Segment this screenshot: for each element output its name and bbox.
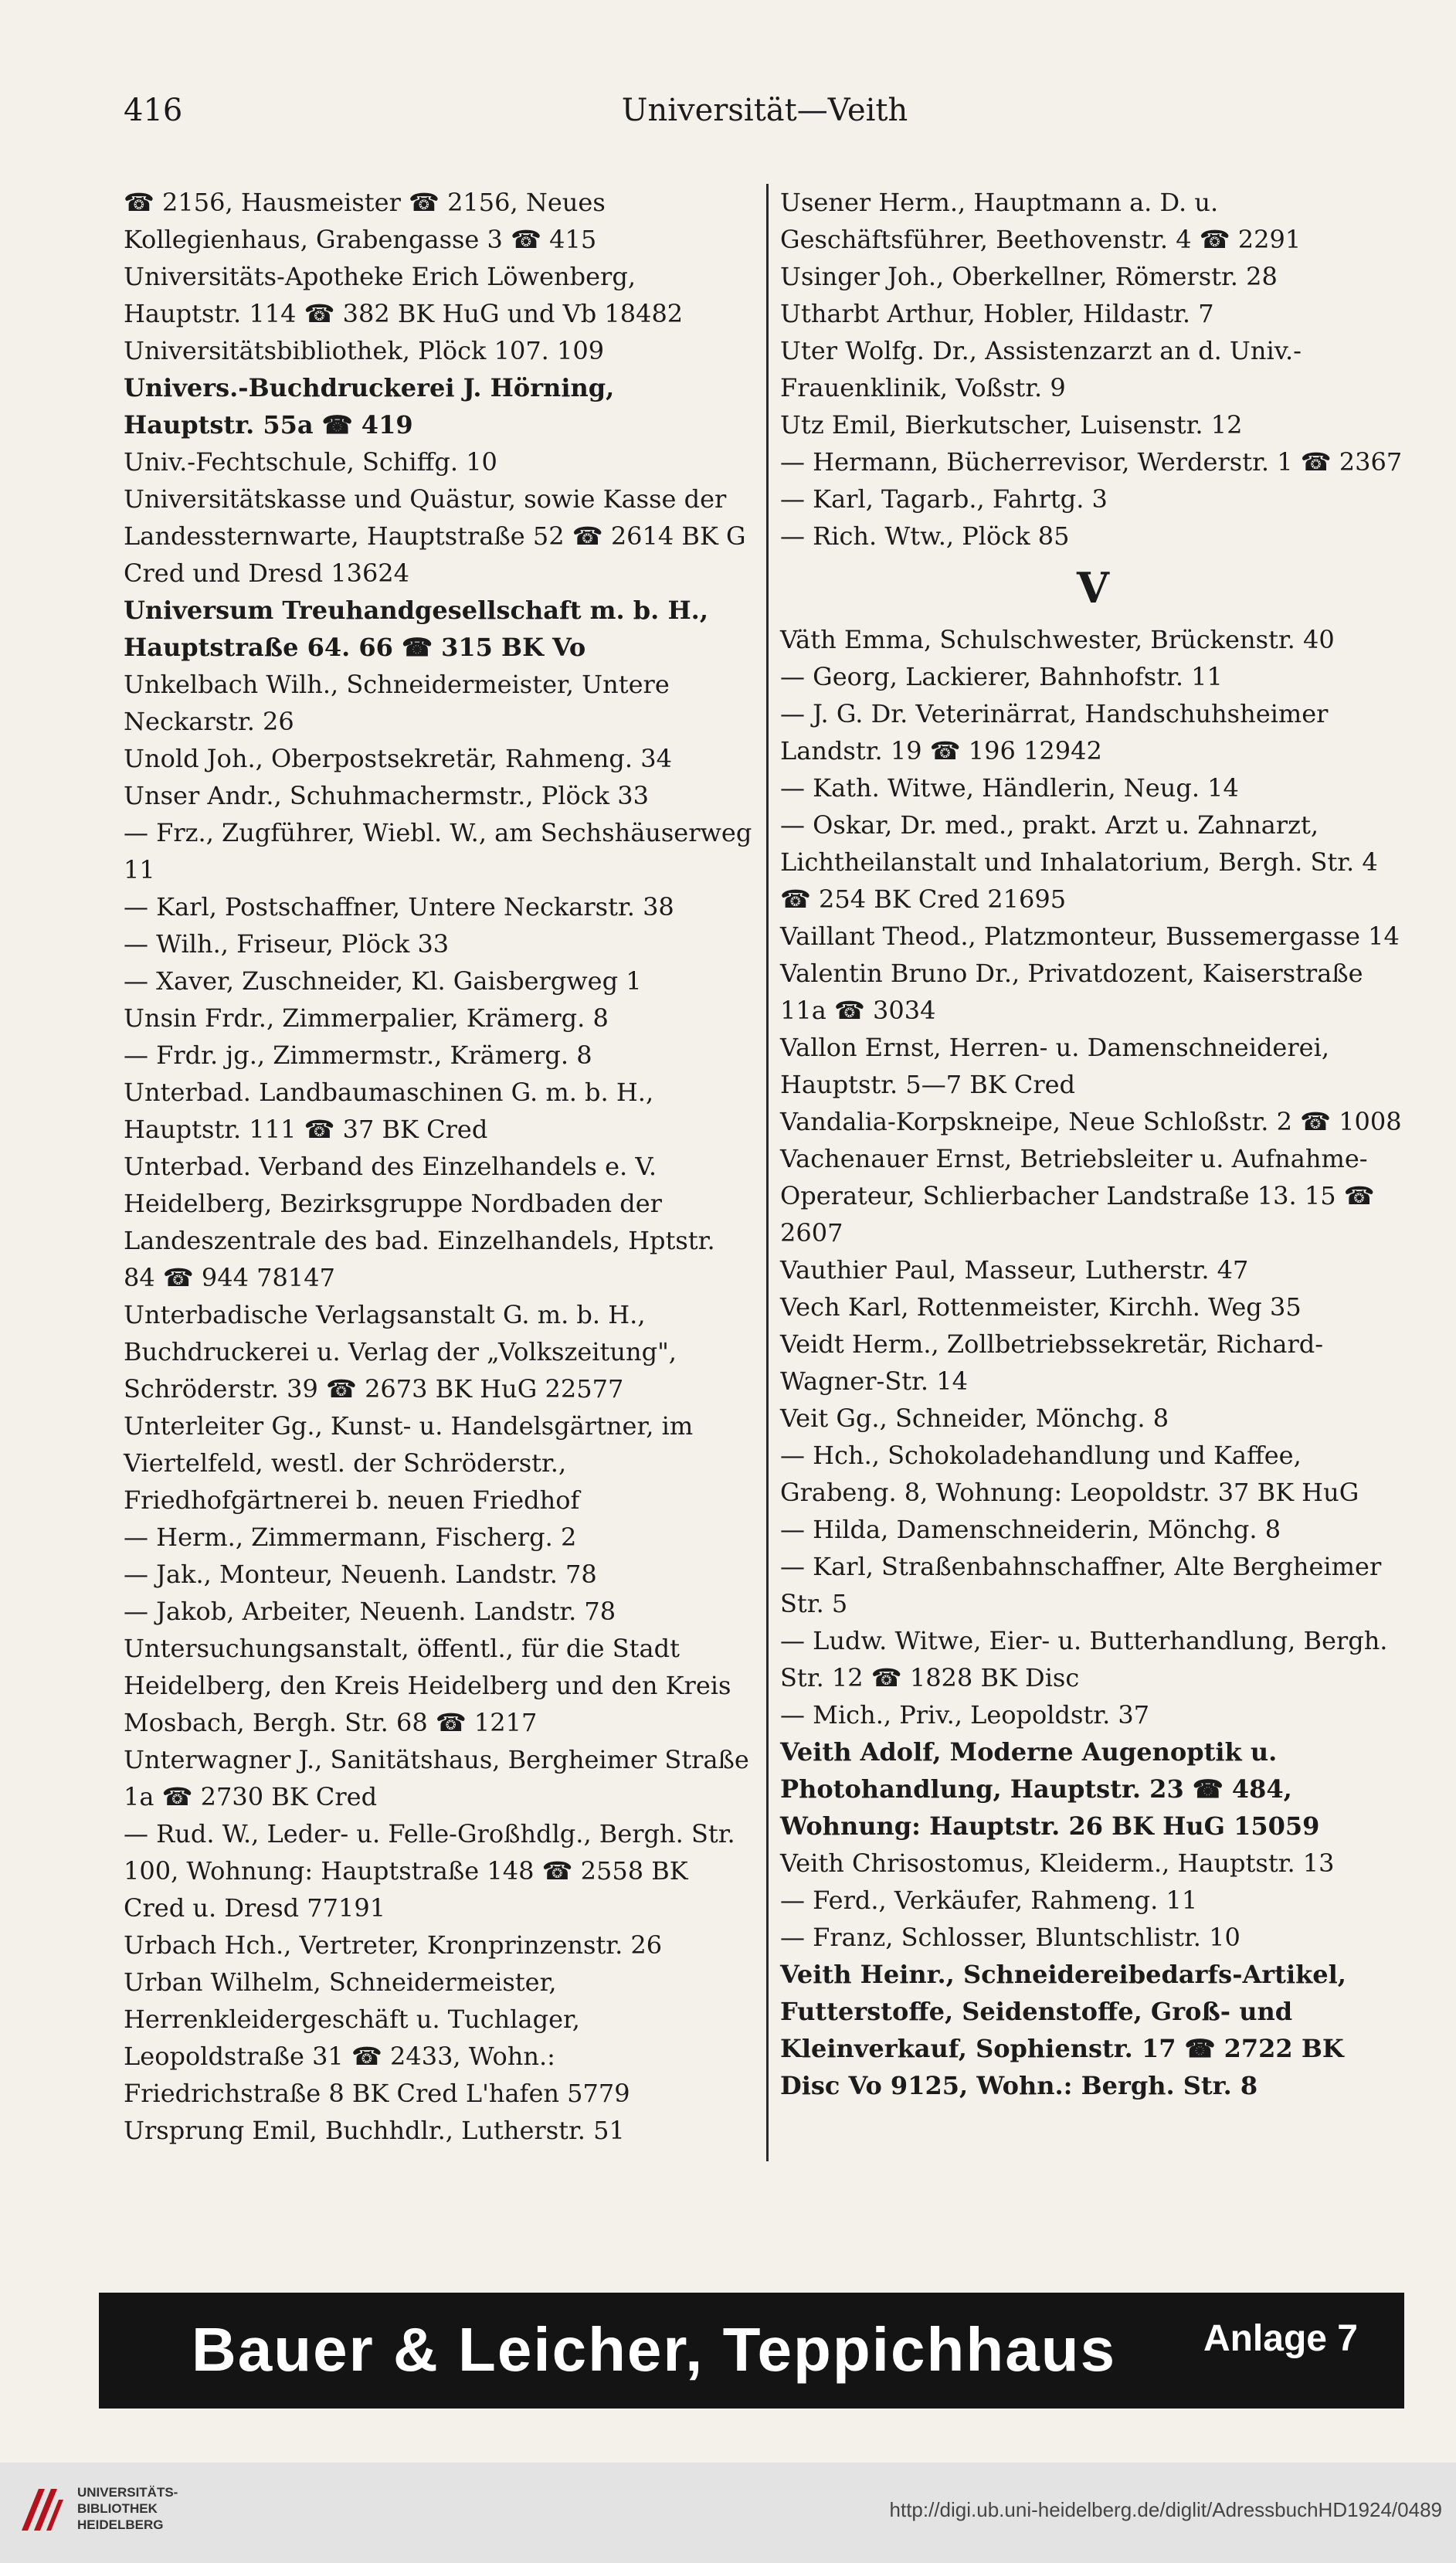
directory-entry: Veith Heinr., Schneidereibedarfs-Artikel, Futterstoffe, Seidenstoffe, Groß- und Kleinverkauf, Sophienstr. 17 ☎ 2722 BK Disc Vo 9125, Wohn.: Bergh. Str. 8	[780, 1960, 1346, 2100]
directory-entry: Väth Emma, Schulschwester, Brückenstr. 40	[780, 625, 1335, 654]
directory-entry: Vandalia-Korpskneipe, Neue Schloßstr. 2 ☎ 1008	[780, 1107, 1402, 1136]
banner-sub-text: Anlage 7	[1203, 2318, 1358, 2359]
directory-entry: Unold Joh., Oberpostsekretär, Rahmeng. 34	[124, 744, 672, 773]
right-column-top	[780, 184, 1406, 555]
directory-entry: ☎ 2156, Hausmeister ☎ 2156, Neues Kollegienhaus, Grabengasse 3 ☎ 415	[124, 188, 606, 254]
directory-entry: Ursprung Emil, Buchhdlr., Lutherstr. 51	[124, 2116, 625, 2145]
directory-entry: Veit Gg., Schneider, Mönchg. 8	[780, 1404, 1169, 1433]
advertisement-banner	[99, 2293, 1404, 2409]
directory-entry: — J. G. Dr. Veterinärrat, Handschuhsheimer Landstr. 19 ☎ 196 12942	[780, 699, 1329, 766]
directory-entry: Veith Chrisostomus, Kleiderm., Hauptstr. 13	[780, 1848, 1335, 1878]
directory-entry: — Rud. W., Leder- u. Felle-Großhdlg., Bergh. Str. 100, Wohnung: Hauptstraße 148 ☎ 2558 BK Cred u. Dresd 77191	[124, 1819, 735, 1923]
directory-entry: Universitätskasse und Quästur, sowie Kasse der Landessternwarte, Hauptstraße 52 ☎ 2614 BK G Cred und Dresd 13624	[124, 484, 746, 588]
directory-entry: — Franz, Schlosser, Bluntschlistr. 10	[780, 1923, 1240, 1952]
directory-entry: Unterwagner J., Sanitätshaus, Bergheimer Straße 1a ☎ 2730 BK Cred	[124, 1745, 749, 1811]
directory-entry: Unterbad. Verband des Einzelhandels e. V. Heidelberg, Bezirksgruppe Nordbaden der Landeszentrale des bad. Einzelhandels, Hptstr. 84 ☎ 944 78147	[124, 1152, 715, 1292]
running-title: Universität—Veith	[621, 93, 908, 128]
directory-entry: Unsin Frdr., Zimmerpalier, Krämerg. 8	[124, 1003, 609, 1033]
directory-entry: Valentin Bruno Dr., Privatdozent, Kaiserstraße 11a ☎ 3034	[780, 959, 1363, 1025]
directory-entry: Untersuchungsanstalt, öffentl., für die Stadt Heidelberg, den Kreis Heidelberg und den Kreis Mosbach, Bergh. Str. 68 ☎ 1217	[124, 1634, 731, 1737]
directory-entry: Veith Adolf, Moderne Augenoptik u. Photohandlung, Hauptstr. 23 ☎ 484, Wohnung: Hauptstr. 26 BK HuG 15059	[780, 1737, 1320, 1841]
directory-entry: Universitäts-Apotheke Erich Löwenberg, Hauptstr. 114 ☎ 382 BK HuG und Vb 18482	[124, 262, 684, 328]
directory-entry: — Mich., Priv., Leopoldstr. 37	[780, 1700, 1150, 1730]
directory-entry: Vauthier Paul, Masseur, Lutherstr. 47	[780, 1255, 1249, 1285]
directory-entry: Unterbadische Verlagsanstalt G. m. b. H., Buchdruckerei u. Verlag der „Volkszeitung", Schröderstr. 39 ☎ 2673 BK HuG 22577	[124, 1300, 677, 1404]
directory-entry: Univ.-Fechtschule, Schiffg. 10	[124, 447, 497, 477]
library-name-line3: HEIDELBERG	[77, 2517, 164, 2532]
library-name-line1: UNIVERSITÄTS-	[77, 2485, 178, 2500]
directory-entry: Utz Emil, Bierkutscher, Luisenstr. 12	[780, 410, 1243, 440]
banner-main-text: Bauer & Leicher, Teppichhaus	[192, 2315, 1117, 2384]
right-column-bottom	[780, 621, 1406, 2104]
directory-entry: — Frz., Zugführer, Wiebl. W., am Sechshäuserweg 11	[124, 818, 752, 884]
directory-entry: — Wilh., Friseur, Plöck 33	[124, 929, 450, 959]
directory-entry: — Karl, Straßenbahnschaffner, Alte Bergheimer Str. 5	[780, 1552, 1382, 1618]
right-column	[780, 184, 1406, 2104]
directory-entry: Unterleiter Gg., Kunst- u. Handelsgärtner, im Viertelfeld, westl. der Schröderstr., Friedhofgärtnerei b. neuen Friedhof	[124, 1411, 694, 1515]
directory-entry: — Hermann, Bücherrevisor, Werderstr. 1 ☎ 2367	[780, 447, 1403, 477]
directory-entry: — Ferd., Verkäufer, Rahmeng. 11	[780, 1886, 1198, 1915]
directory-entry: — Rich. Wtw., Plöck 85	[780, 521, 1070, 551]
directory-entry: Universum Treuhandgesellschaft m. b. H., Hauptstraße 64. 66 ☎ 315 BK Vo	[124, 596, 708, 662]
directory-entry: Uter Wolfg. Dr., Assistenzarzt an d. Univ.-Frauenklinik, Voßstr. 9	[780, 336, 1302, 402]
directory-entry: Unser Andr., Schuhmachermstr., Plöck 33	[124, 781, 649, 810]
directory-entry: — Frdr. jg., Zimmermstr., Krämerg. 8	[124, 1040, 592, 1070]
footer-bar	[0, 2463, 1456, 2563]
directory-entry: — Karl, Postschaffner, Untere Neckarstr. 38	[124, 892, 674, 922]
directory-entry: Vachenauer Ernst, Betriebsleiter u. Aufnahme-Operateur, Schlierbacher Landstraße 13. 15 ☎ 2607	[780, 1144, 1375, 1248]
directory-entry: Utharbt Arthur, Hobler, Hildastr. 7	[780, 299, 1214, 328]
directory-entry: Unkelbach Wilh., Schneidermeister, Untere Neckarstr. 26	[124, 670, 670, 736]
directory-entry: Universitätsbibliothek, Plöck 107. 109	[124, 336, 605, 365]
directory-entry: — Jak., Monteur, Neuenh. Landstr. 78	[124, 1560, 597, 1589]
page-number: 416	[124, 93, 183, 128]
directory-entry: Vaillant Theod., Platzmonteur, Bussemergasse 14	[780, 922, 1400, 951]
directory-entry: — Karl, Tagarb., Fahrtg. 3	[780, 484, 1108, 514]
library-name	[77, 2484, 178, 2533]
section-letter: V	[1077, 563, 1109, 613]
source-url-link[interactable]: http://digi.ub.uni-heidelberg.de/diglit/AdressbuchHD1924/0489	[889, 2498, 1442, 2521]
directory-entry: Urbach Hch., Vertreter, Kronprinzenstr. 26	[124, 1930, 663, 1960]
library-name-line2: BIBLIOTHEK	[77, 2501, 158, 2516]
directory-entry: — Hilda, Damenschneiderin, Mönchg. 8	[780, 1515, 1281, 1544]
page-header	[124, 93, 1406, 147]
directory-entry: Unterbad. Landbaumaschinen G. m. b. H., Hauptstr. 111 ☎ 37 BK Cred	[124, 1078, 654, 1144]
library-logo-icon	[15, 2483, 70, 2537]
directory-entry: — Herm., Zimmermann, Fischerg. 2	[124, 1523, 577, 1552]
directory-entry: — Oskar, Dr. med., prakt. Arzt u. Zahnarzt, Lichtheilanstalt und Inhalatorium, Bergh. Str. 4 ☎ 254 BK Cred 21695	[780, 810, 1378, 914]
directory-entry: — Kath. Witwe, Händlerin, Neug. 14	[780, 773, 1239, 803]
left-column	[124, 184, 753, 2149]
directory-entry: Veidt Herm., Zollbetriebssekretär, Richard-Wagner-Str. 14	[780, 1329, 1324, 1396]
directory-entry: Vech Karl, Rottenmeister, Kirchh. Weg 35	[780, 1292, 1302, 1322]
directory-entry: Urban Wilhelm, Schneidermeister, Herrenkleidergeschäft u. Tuchlager, Leopoldstraße 31 ☎ 2433, Wohn.: Friedrichstraße 8 BK Cred L'hafen 5779	[124, 1967, 630, 2108]
directory-entry: Usener Herm., Hauptmann a. D. u. Geschäftsführer, Beethovenstr. 4 ☎ 2291	[780, 188, 1302, 254]
directory-entry: Univers.-Buchdruckerei J. Hörning, Hauptstr. 55a ☎ 419	[124, 373, 615, 440]
directory-entry: — Hch., Schokoladehandlung und Kaffee, Grabeng. 8, Wohnung: Leopoldstr. 37 BK HuG	[780, 1441, 1359, 1507]
directory-entry: Vallon Ernst, Herren- u. Damenschneiderei, Hauptstr. 5—7 BK Cred	[780, 1033, 1329, 1099]
directory-entry: — Ludw. Witwe, Eier- u. Butterhandlung, Bergh. Str. 12 ☎ 1828 BK Disc	[780, 1626, 1388, 1692]
directory-entry: Usinger Joh., Oberkellner, Römerstr. 28	[780, 262, 1278, 291]
directory-entry: — Georg, Lackierer, Bahnhofstr. 11	[780, 662, 1223, 691]
column-divider	[766, 184, 769, 2161]
directory-entry: — Jakob, Arbeiter, Neuenh. Landstr. 78	[124, 1597, 616, 1626]
directory-entry: — Xaver, Zuschneider, Kl. Gaisbergweg 1	[124, 966, 642, 996]
